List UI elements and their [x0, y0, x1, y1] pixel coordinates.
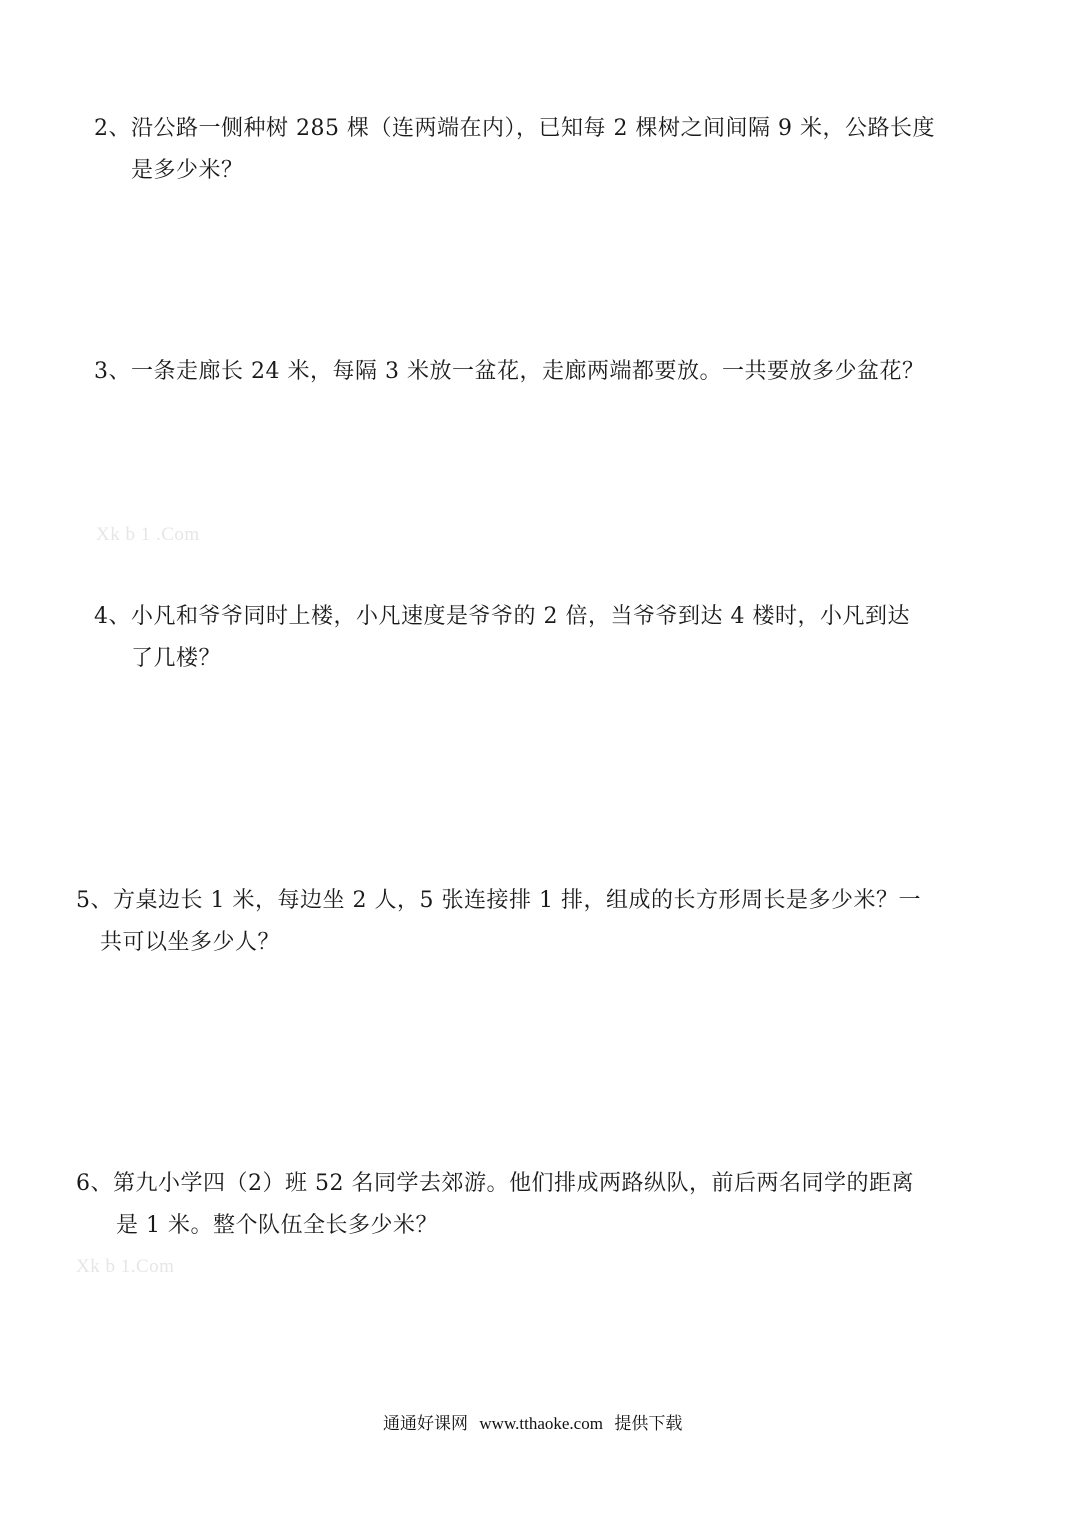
question-4 — [94, 596, 910, 680]
question-6-line-1: 6、第九小学四（2）班 52 名同学去郊游。他们排成两路纵队，前后两名同学的距离 — [76, 1171, 914, 1196]
footer-url: www.tthaoke.com — [479, 1414, 603, 1433]
watermark: Xk b 1.Com — [76, 1256, 175, 1277]
question-2 — [94, 108, 935, 192]
question-5-line-1: 5、方桌边长 1 米，每边坐 2 人，5 张连接排 1 排，组成的长方形周长是多少米？一 — [76, 888, 921, 913]
question-5-line-2: 共可以坐多少人？ — [100, 930, 281, 955]
question-2-line-2: 是多少米？ — [131, 158, 244, 183]
question-6-line-2: 是 1 米。整个队伍全长多少米？ — [116, 1213, 438, 1238]
question-4-line-1: 4、小凡和爷爷同时上楼，小凡速度是爷爷的 2 倍，当爷爷到达 4 楼时，小凡到达 — [94, 604, 910, 629]
question-4-line-2: 了几楼？ — [131, 646, 222, 671]
watermark: Xk b 1 .Com — [96, 524, 200, 545]
question-3 — [94, 351, 924, 393]
page-footer — [383, 1409, 688, 1434]
question-6 — [76, 1163, 914, 1247]
footer-site-name: 通通好课网 — [383, 1414, 468, 1434]
question-3-line-1: 3、一条走廊长 24 米，每隔 3 米放一盆花，走廊两端都要放。一共要放多少盆花？ — [94, 359, 925, 384]
footer-suffix: 提供下载 — [614, 1414, 683, 1434]
question-2-line-1: 2、沿公路一侧种树 285 棵（连两端在内），已知每 2 棵树之间间隔 9 米，公路长度 — [94, 116, 935, 141]
question-5 — [76, 880, 921, 964]
